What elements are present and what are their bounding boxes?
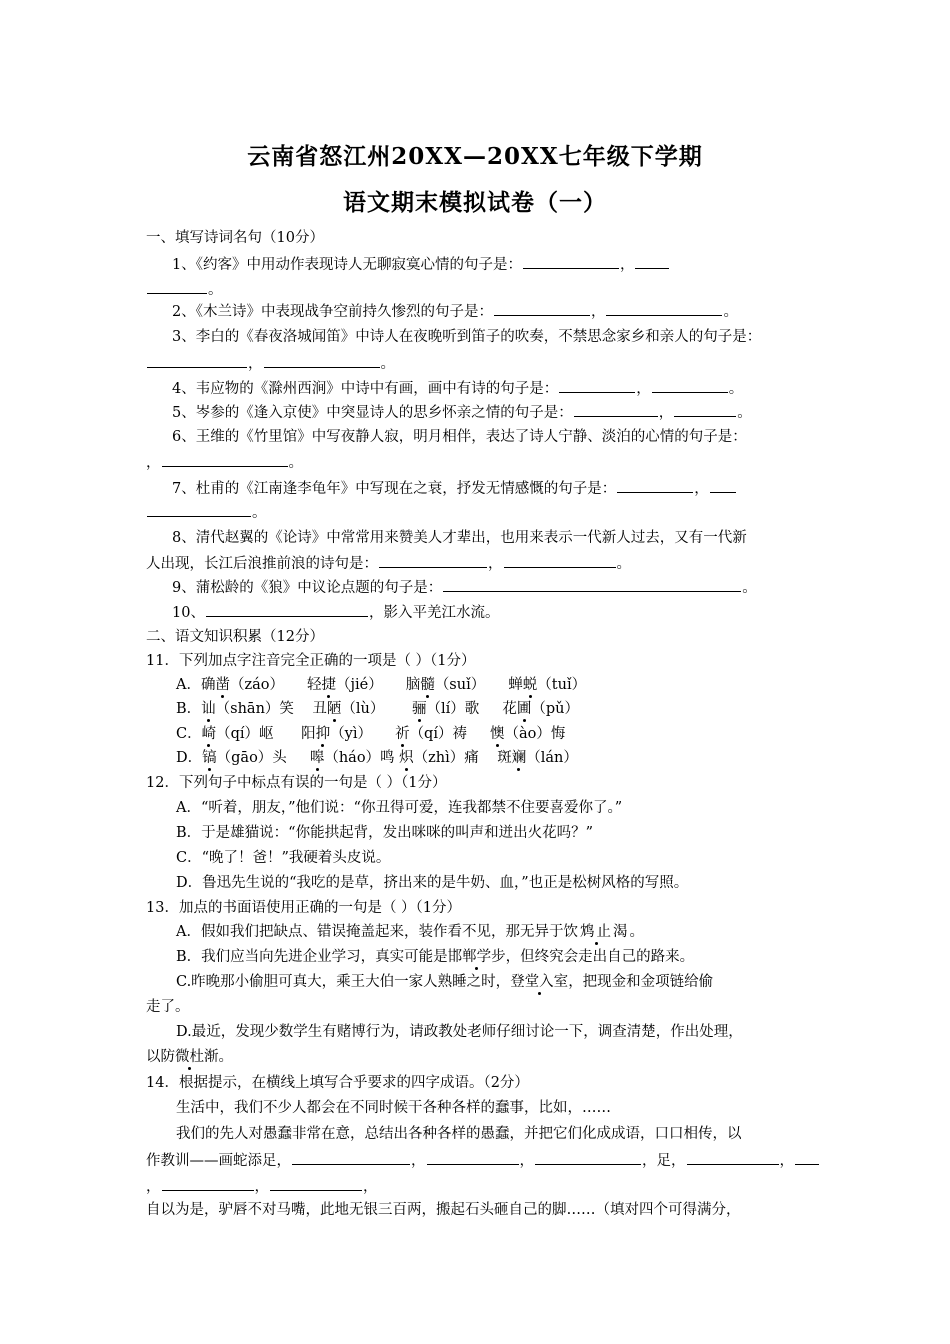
question-1-cont: 。 [146, 279, 223, 300]
question-2: 2、《木兰诗》中表现战争空前持久惨烈的句子是： ， 。 [172, 301, 738, 322]
q13-option-c-cont: 走了。 [146, 999, 190, 1015]
question-12-stem: 12．下列句子中标点有误的一句是（ ）（1分） [146, 775, 447, 791]
question-13-stem: 13．加点的书面语使用正确的一句是（ ）（1分） [146, 900, 462, 916]
question-8-cont: 人出现，长江后浪推前浪的诗句是： ， 。 [146, 553, 631, 574]
q14-paragraph-2: 我们的先人对愚蠢非常在意，总结出各种各样的愚蠢，并把它们化成成语，口口相传，以 [176, 1126, 742, 1142]
question-5: 5、岑参的《逢入京使》中突显诗人的思乡怀亲之情的句子是： ， 。 [172, 402, 752, 423]
q11-option-b: B．讪（shān）笑 丑陋（lù） 骊（lí）歌 花圃（pǔ） [176, 701, 579, 717]
question-9: 9、蒲松龄的《狼》中议论点题的句子是： 。 [172, 577, 757, 598]
exam-title-line1: 云南省怒江州20XX—20XX七年级下学期 [247, 143, 703, 170]
q11-option-a: A．确凿（záo） 轻捷（jié） 脑髓（suǐ） 蝉蜕（tuǐ） [176, 677, 587, 693]
q14-paragraph-5: 自以为是，驴唇不对马嘴，此地无银三百两，搬起石头砸自己的脚……（填对四个可得满分， [146, 1202, 741, 1218]
question-7-cont: 。 [146, 502, 267, 523]
question-3-cont: ， 。 [146, 353, 395, 374]
question-7: 7、杜甫的《江南逢李龟年》中写现在之衰，抒发无情感慨的句子是： ， [172, 478, 737, 499]
q11-option-d: D．镐（gāo）头 嗥（háo）鸣 炽（zhì）痛 斑斓（lán） [176, 750, 578, 766]
q12-option-a: A．“听着，朋友，”他们说：“你丑得可爱，连我都禁不住要喜爱你了。” [176, 800, 623, 816]
q12-option-b: B．于是雄猫说：“你能拱起背，发出咪咪的叫声和迸出火花吗？” [176, 825, 593, 841]
question-1: 1、《约客》中用动作表现诗人无聊寂寞心情的句子是： ， [172, 254, 670, 275]
question-10: 10、 ，影入平羌江水流。 [172, 602, 499, 623]
question-4: 4、韦应物的《滁州西涧》中诗中有画，画中有诗的句子是： ， 。 [172, 378, 743, 399]
q11-option-c: C．崎（qí）岖 阳抑（yì） 祈（qí）祷 懊（ào）悔 [176, 726, 566, 742]
q14-paragraph-4: ， ， ， [146, 1176, 378, 1197]
q13-option-c: C.昨晚那小偷胆可真大，乘王大伯一家人熟睡之时，登堂入室，把现金和金项链给偷 [176, 974, 714, 990]
question-3: 3、李白的《春夜洛城闻笛》中诗人在夜晚听到笛子的吹奏，不禁思念家乡和亲人的句子是： [172, 329, 762, 345]
question-6: 6、王维的《竹里馆》中写夜静人寂，明月相伴，表达了诗人宁静、淡泊的心情的句子是： [172, 429, 747, 445]
q14-paragraph-3: 作教训——画蛇添足， ， ， ，足， ， [146, 1150, 820, 1171]
q12-option-c: C．“晚了！爸！”我硬着头皮说。 [176, 850, 391, 866]
q13-option-d: D.最近，发现少数学生有赌博行为，请政教处老师仔细讨论一下，调查清楚，作出处理， [176, 1024, 743, 1040]
q12-option-d: D．鲁迅先生说的“我吃的是草，挤出来的是牛奶、血，”也正是松树风格的写照。 [176, 875, 689, 891]
question-6-cont: ， 。 [146, 452, 303, 473]
exam-title-line2: 语文期末模拟试卷（一） [343, 189, 607, 216]
section2-heading: 二、语文知识积累（12分） [146, 629, 324, 645]
q14-paragraph-1: 生活中，我们不少人都会在不同时候干各种各样的蠢事，比如，…… [176, 1100, 611, 1116]
q13-option-a: A．假如我们把缺点、错误掩盖起来，装作看不见，那无异于饮鸩止渴。 [176, 924, 644, 940]
question-14-stem: 14．根据提示，在横线上填写合乎要求的四字成语。（2分） [146, 1075, 529, 1091]
question-8: 8、清代赵翼的《论诗》中常常用来赞美人才辈出，也用来表示一代新人过去，又有一代新 [172, 530, 747, 546]
q13-option-b: B．我们应当向先进企业学习，真实可能是邯郸学步，但终究会走出自己的路来。 [176, 949, 695, 965]
q13-option-d-cont: 以防微杜渐。 [146, 1049, 233, 1065]
question-11-stem: 11．下列加点字注音完全正确的一项是（ ）（1分） [146, 653, 476, 669]
section1-heading: 一、填写诗词名句（10分） [146, 230, 324, 246]
